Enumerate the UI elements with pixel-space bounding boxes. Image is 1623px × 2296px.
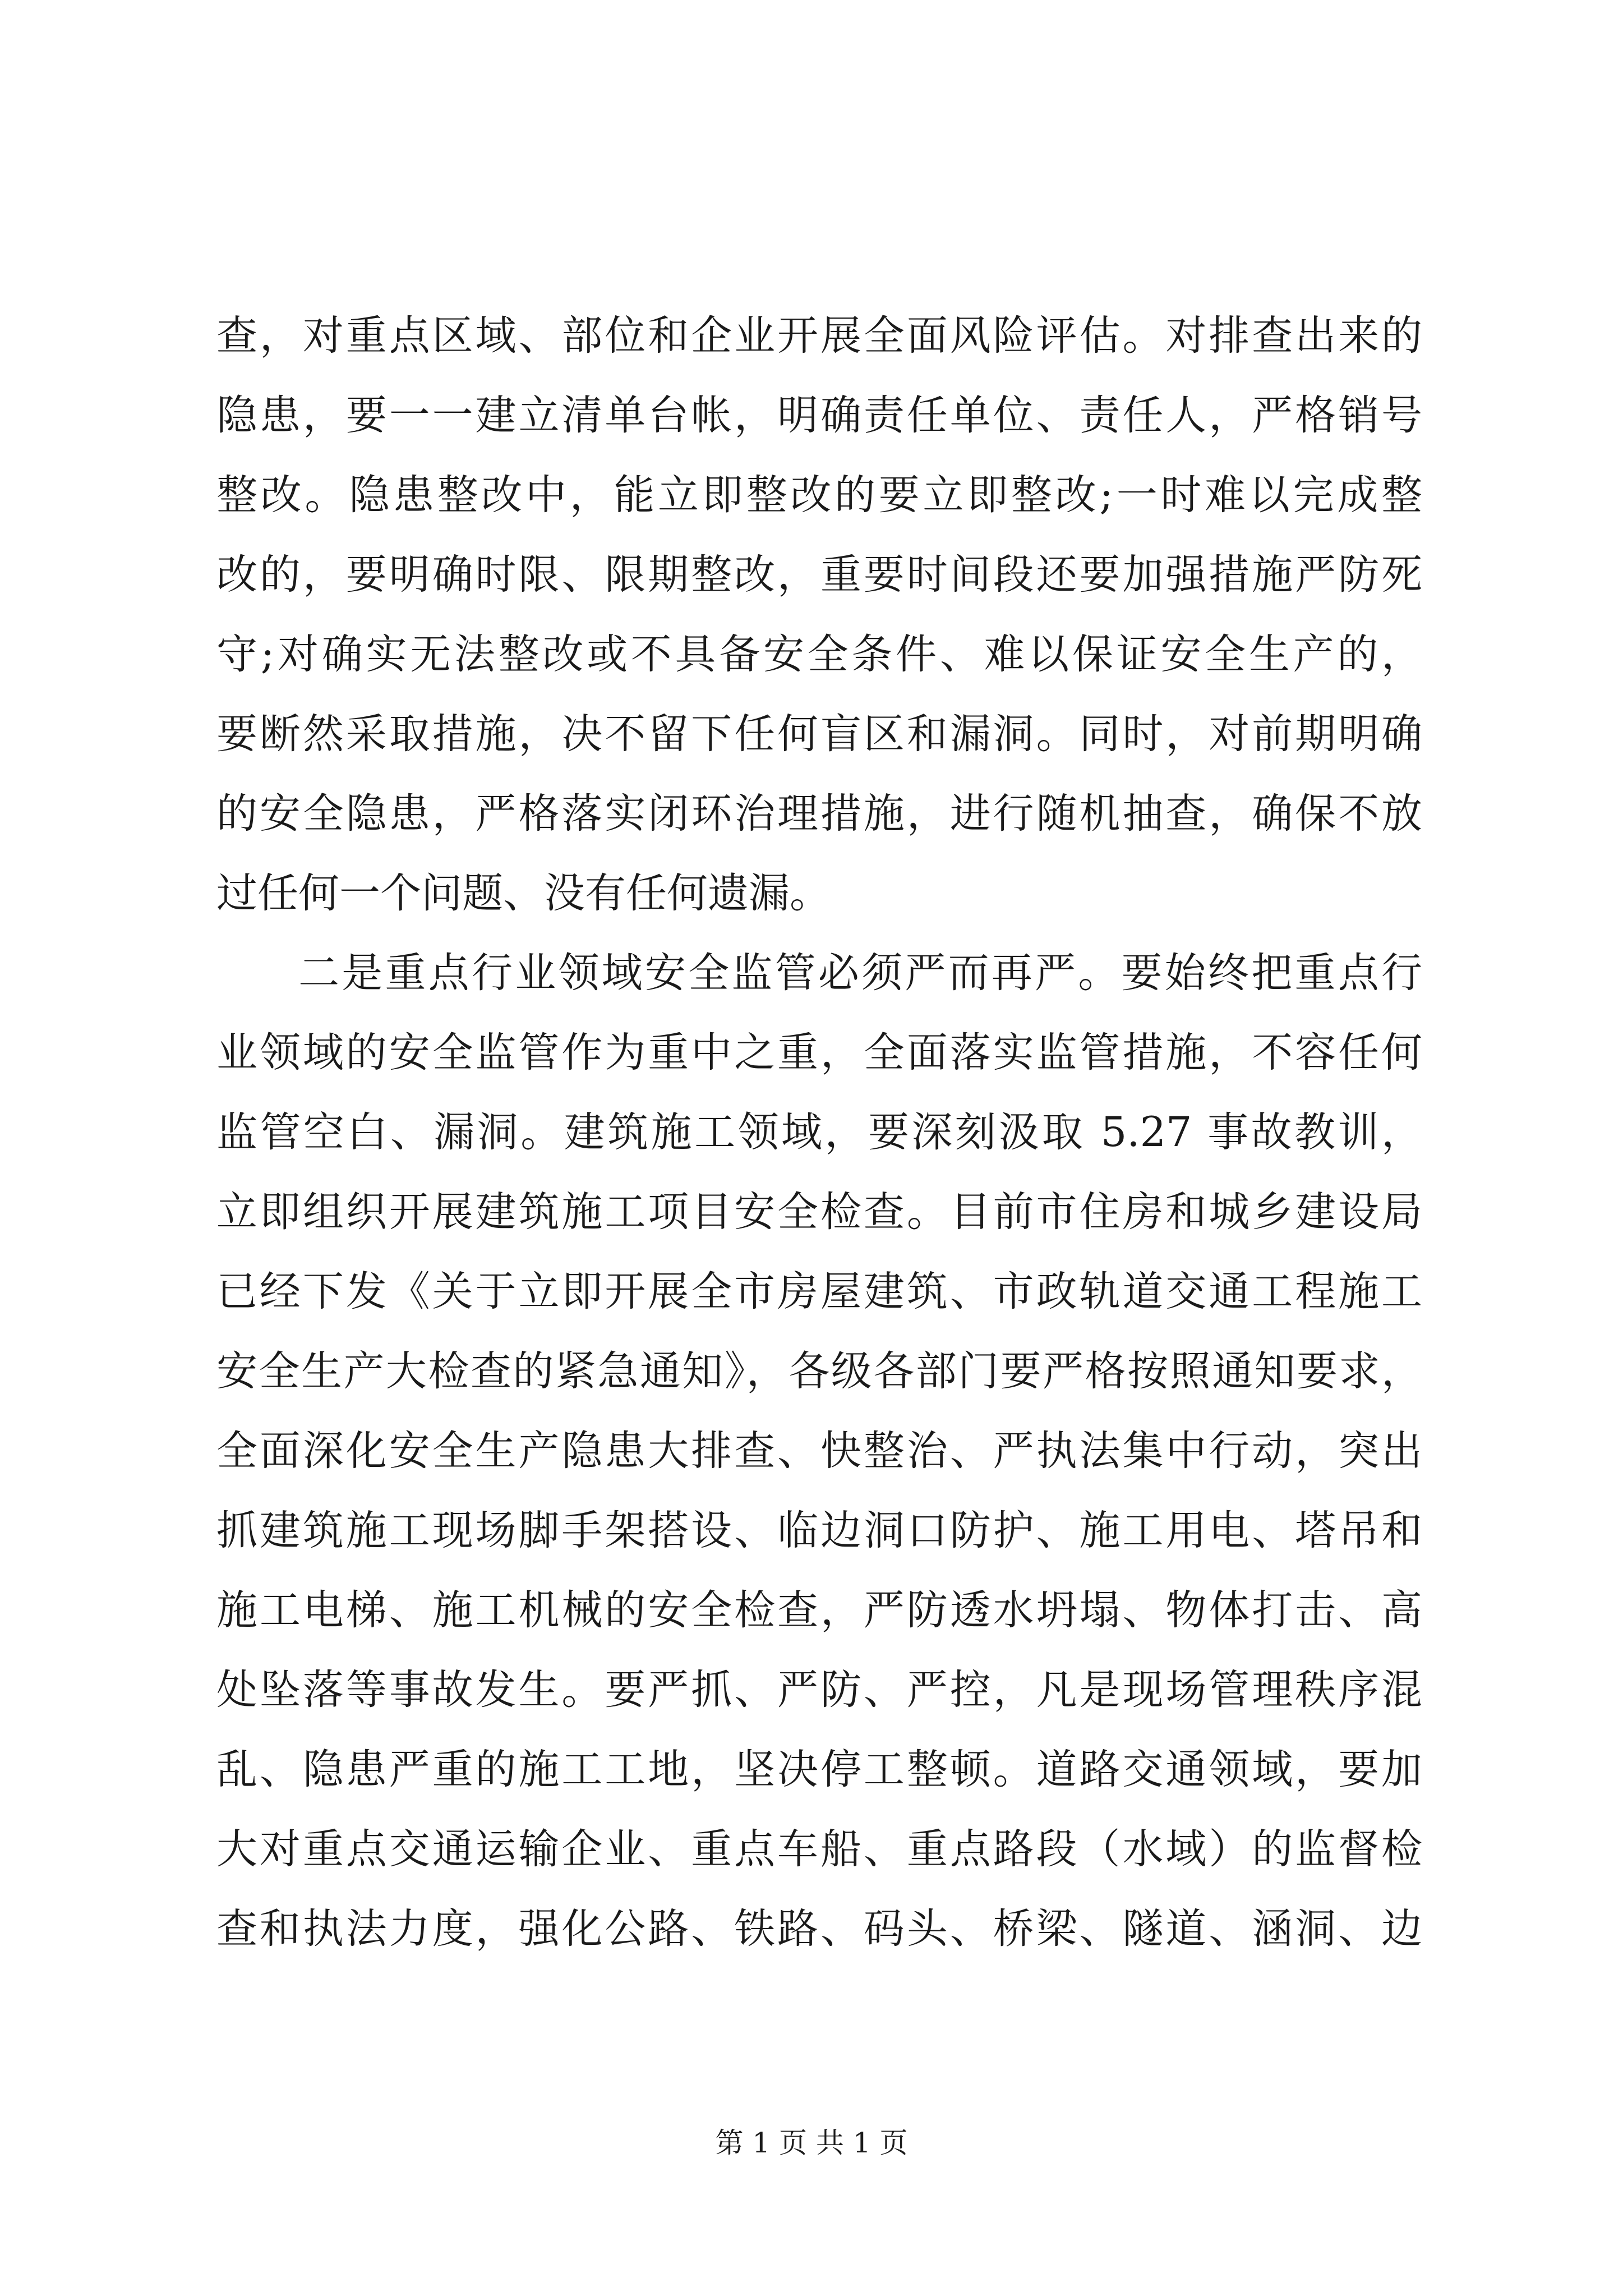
text-line: 整改。隐患整改中，能立即整改的要立即整改;一时难以完成整: [216, 471, 1422, 519]
text-line: 要断然采取措施，决不留下任何盲区和漏洞。同时，对前期明确: [216, 710, 1422, 758]
text-line: 处坠落等事故发生。要严抓、严防、严控，凡是现场管理秩序混: [216, 1666, 1422, 1714]
text-line: 监管空白、漏洞。建筑施工领域，要深刻汲取 5.27 事故教训，: [216, 1108, 1422, 1156]
text-line: 安全生产大检查的紧急通知》，各级各部门要严格按照通知要求，: [216, 1347, 1422, 1395]
text-line: 大对重点交通运输企业、重点车船、重点路段（水域）的监督检: [216, 1825, 1422, 1873]
paragraph-start-line: 二是重点行业领域安全监管必须严而再严。要始终把重点行: [298, 949, 1422, 997]
text-line: 全面深化安全生产隐患大排查、快整治、严执法集中行动，突出: [216, 1427, 1422, 1475]
text-line: 立即组织开展建筑施工项目安全检查。目前市住房和城乡建设局: [216, 1188, 1422, 1236]
text-line: 查，对重点区域、部位和企业开展全面风险评估。对排查出来的: [216, 312, 1422, 360]
text-line: 守;对确实无法整改或不具备安全条件、难以保证安全生产的，: [216, 631, 1422, 678]
text-line: 业领域的安全监管作为重中之重，全面落实监管措施，不容任何: [216, 1029, 1422, 1076]
text-line: 查和执法力度，强化公路、铁路、码头、桥梁、隧道、涵洞、边: [216, 1905, 1422, 1953]
text-line: 过任何一个问题、没有任何遗漏。: [216, 869, 831, 917]
body-text: [216, 296, 1422, 1969]
text-line: 改的，要明确时限、限期整改，重要时间段还要加强措施严防死: [216, 551, 1422, 599]
page-number: 第 1 页 共 1 页: [715, 2127, 908, 2159]
text-line: 隐患，要一一建立清单台帐，明确责任单位、责任人，严格销号: [216, 392, 1422, 439]
text-line: 施工电梯、施工机械的安全检查，严防透水坍塌、物体打击、高: [216, 1586, 1422, 1634]
text-line: 乱、隐患严重的施工工地，坚决停工整顿。道路交通领域，要加: [216, 1746, 1422, 1793]
text-line: 的安全隐患，严格落实闭环治理措施，进行随机抽查，确保不放: [216, 790, 1422, 838]
page-footer: [0, 2126, 1623, 2160]
text-line: 抓建筑施工现场脚手架搭设、临边洞口防护、施工用电、塔吊和: [216, 1507, 1422, 1554]
text-line: 已经下发《关于立即开展全市房屋建筑、市政轨道交通工程施工: [216, 1268, 1422, 1315]
